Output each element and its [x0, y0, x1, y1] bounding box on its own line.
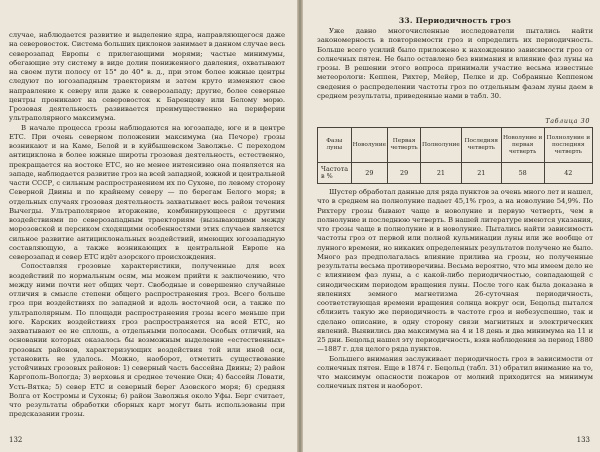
table-cell: 29: [388, 163, 421, 184]
table-caption: Таблица 30: [545, 117, 590, 125]
page-number: 132: [9, 436, 23, 444]
paragraph: Большего внимания заслуживает периодичность гроз в зависимости от солнечных пятен. Еще в 1874 г. Бецольд (табл. 31) обратил внимание на то, что максимум опасности пожаров от молний приходится на минимум солнечных пятен и наоборот.: [317, 354, 593, 391]
table-cell: 42: [544, 163, 592, 184]
table-cell: 29: [351, 163, 388, 184]
table-cell: 21: [421, 163, 462, 184]
table-header-cell: Последняя четверть: [461, 128, 501, 163]
page-number: 133: [576, 436, 590, 444]
table-header-cell: Полнолуние и последняя четверть: [544, 128, 592, 163]
paragraph: В начале процесса грозы наблюдаются на югозападе, юге и в центре ЕТС. При очень северном положении максимума (на Печоре) грозы возникают и на Каме, Белой и в куйбышевском Заволжье. С переходом антициклона в более южные широты грозовая деятельность, естественно, прекращается на востоке ЕТС, но не менее интенсивно она появляется на западе, наблюдается развитие гроз на всей западной, южной и центральной части СССР, с сильным распространением их по Сухоне, по левому сторону Северной Двины и по крайнему северу — по берегам Белого моря; в отдельных случаях грозовая деятельность захватывает весь район течения Вычегды. Ультраполярное вторжение, комбинирующееся с другими воздействиями по северозападным траекториям (вызывающими между морозовской и персиком сходящими особенностями этих случаев является сильное развитие антициклональных воздействий, имеющих югозападную составляющую, а также возникающих в центральной Европе на северозапад и север ЕТС идёт азорского происхождения.: [9, 123, 285, 261]
left-page-body: [9, 31, 285, 420]
right-page-intro: [317, 27, 593, 101]
table-cell: 58: [501, 163, 544, 184]
left-page: [0, 0, 297, 452]
table-cell: 21: [461, 163, 501, 184]
table-row: [318, 163, 593, 184]
right-page-body: [317, 188, 593, 392]
table-header-cell: Полнолуние: [421, 128, 462, 163]
paragraph: Шустер обработал данные для ряда пунктов за очень много лет и нашел, что в среднем на полнолуние падает 45,1% гроз, а на новолуние 54,9%. По Рихтеру грозы бывают чаще в новолуние и первую четверть, чем в полнолуние и последнюю четверть. В нашей литературе имеются указания, что грозы чаще в полнолуние и в новолуние. Пытались найти зависимость частоты гроз от первой или полной кульминации луны или же вообще от лунного времени, но никаких определенных результатов получено не было. Много раз предполагалась влияние прилива на грозы, но полученные результаты весьма противоречивы. Весьма вероятно, что мы имеем дело не с влиянием фаз луны, а с какой-либо периодичностью, совпадающей с синодическим периодом вращения луны. После того как была доказана в явлениях земного магнетизма 26-суточная периодичность, соответствующая времени вращения солнца вокруг оси, Бецольд пытался сблизить такую же периодичность в частоте гроз и небезуспешно, так и сделано описание, в одну сторону связи магнитных и электрических явлений. Выявились два максимума на 4 и 18 день и два минимума на 11 и 25 дни. Бецольд нашел эту периодичность, взяв наблюдения за период 1880—1887 г. для целого ряда пунктов.: [317, 188, 593, 354]
table-header-cell: Новолуние и первая четверть: [501, 128, 544, 163]
section-heading: 33. Периодичность гроз: [398, 16, 512, 25]
right-page: [303, 0, 600, 452]
paragraph: Сопоставляя грозовые характеристики, полученные для всех воздействий по нормальным осям, мы можем прийти к заключению, что между ними почти нет общих черт. Свободные и совершенно случайные отличия в смысле степени общего распространения гроз. Всего больше гроз при воздействиях по западной и вдоль восточной оси, а также по ультраполярным. По площади распространения грозы всего меньше при юге. Карских воздействиях гроз распространяется на всей ЕТС, но захватывают ее не сплошь, а отдельными полосами. Особых отличий, на основании которых оказалось бы возможным выделение «естественных» грозовых районов, характеризующих воздействия той или иной оси, установить не удалось. Можно, наоборот, отметить существование устойчивых грозовых районов: 1) северный часть бассейна Двины; 2) район Каргополь-Вологда; 3) верховья и среднее течение Оки; 4) бассейн Ловати, Усть-Вятка; 5) север ЕТС и северный берег Азовского моря; 6) средняя Волга от Костромы и Сухоны; 6) район Заволжья около Уфы. Берг считает, что результаты обработки сборных карт могут быть использованы при предсказании грозы.: [9, 262, 285, 419]
table-header-row: [318, 128, 593, 163]
table-header-cell: Новолуние: [351, 128, 388, 163]
paragraph: случае, наблюдается развитие и выделение ядра, направляющегося даже на северовосток. Система больших циклонов занимает в данном случае весь северозапад Европы с прилегающими морями; частые минимумы, обегающие эту систему в виде долин пониженного давления, охватывают на своем пути полосу от 15° до 40° в. д., при этом более южные центры следуют по югозападным траекториям и затем круто изменяют свое направление к северу или даже к северозападу; другие, более северные центры проникают на северовосток к Баренцову или Белому морю. Грозовая деятельность развивается преимущественно на периферии ультраполярного максимума.: [9, 31, 285, 123]
table-row-label: Частота в %: [318, 163, 352, 184]
table-header-cell: Первая четверть: [388, 128, 421, 163]
moon-phase-table: [317, 127, 593, 184]
paragraph: Уже давно многочисленные исследователи пытались найти закономерность в повторяемости гроз и определить их периодичность. Больше всего усилий было приложено к нахождению зависимости гроз от солнечных пятен. Не было оставлено без внимания и влияние фаз луны на грозы. В решении этого вопроса принимали участие весьма известные метеорологи: Кеппен, Рихтер, Мейер, Пелке и др. Собранные Кеппеном сведения о распределении частоты гроз по отдельным фазам луны даем в среднем результаты, приведенные нами в табл. 30.: [317, 27, 593, 100]
table-header-cell: Фазы луны: [318, 128, 352, 163]
